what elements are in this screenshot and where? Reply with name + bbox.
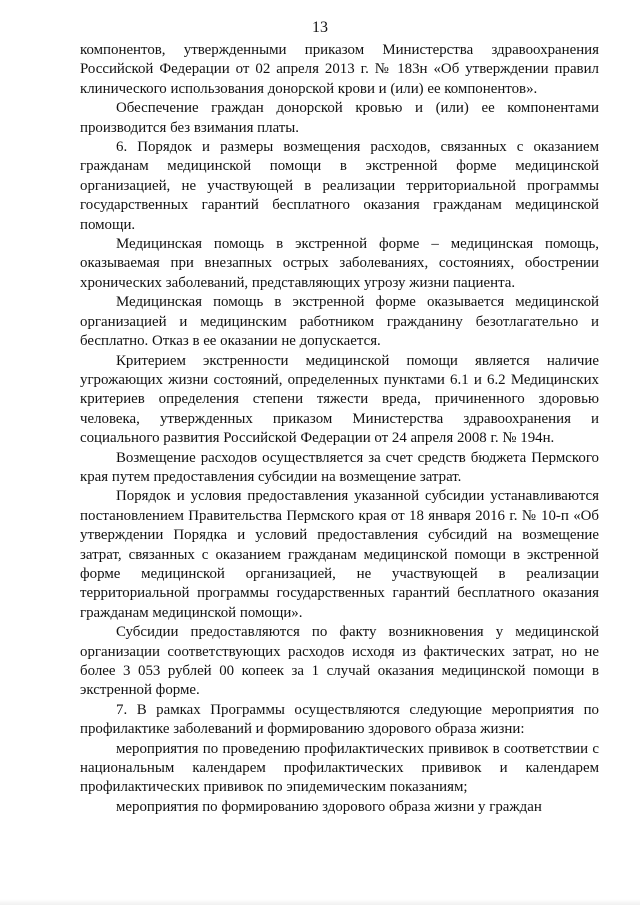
- paragraph-blood-supply: Обеспечение граждан донорской кровью и (или) ее компонентами производится без взимания платы.: [80, 100, 599, 136]
- paragraph-section-6: 6. Порядок и размеры возмещения расходов, связанных с оказанием гражданам медицинской помощи в экстренной форме медицинской организацией, не участвующей в реализации территориальной программы государственных гарантий бесплатного оказания гражданам медицинской помощи.: [80, 139, 599, 233]
- paragraph-subsidy-procedure: Порядок и условия предоставления указанной субсидии устанавливаются постановлением Правительства Пермского края от 18 января 2016 г. № 10-п «Об утверждении Порядка и условий предоставления субсидий на возмещение затрат, связанных с оказанием гражданам медицинской помощи в экстренной форме медицинской организацией, не участвующей в реализации территориальной программы государственных гарантий бесплатного оказания гражданам медицинской помощи».: [80, 488, 599, 621]
- document-body: [80, 41, 599, 817]
- paragraph-section-7: 7. В рамках Программы осуществляются следующие мероприятия по профилактике заболеваний и формированию здорового образа жизни:: [80, 701, 599, 738]
- paragraph-emergency-definition: Медицинская помощь в экстренной форме – медицинская помощь, оказываемая при внезапных острых заболеваниях, состояниях, обострении хронических заболеваний, представляющих угрозу жизни пациента.: [80, 236, 599, 291]
- paragraph-healthy-lifestyle: мероприятия по формированию здорового образа жизни у граждан: [116, 798, 542, 815]
- paragraph-continuation: компонентов, утвержденными приказом Министерства здравоохранения Российской Федерации от 02 апреля 2013 г. № 183н «Об утверждении правил клинического использования донорской крови и (или) ее компонентов».: [80, 42, 599, 97]
- page-number: 13: [312, 19, 328, 36]
- paragraph-emergency-provision: Медицинская помощь в экстренной форме оказывается медицинской организацией и медицинским работником гражданину безотлагательно и бесплатно. Отказ в ее оказании не допускается.: [80, 294, 599, 350]
- paragraph-vaccination: мероприятия по проведению профилактических прививок в соответствии с национальным календарем профилактических прививок и календарем профилактических прививок по эпидемическим показаниям;: [80, 740, 599, 796]
- paragraph-subsidy-limit: Субсидии предоставляются по факту возникновения у медицинской организации соответствующих расходов исходя из фактических затрат, но не более 3 053 рублей 00 копеек за 1 случай оказания медицинской помощи в экстренной форме.: [80, 624, 599, 699]
- scan-bottom-edge: [0, 899, 640, 905]
- paragraph-emergency-criterion: Критерием экстренности медицинской помощи является наличие угрожающих жизни состояний, определенных пунктами 6.1 и 6.2 Медицинских критериев определения степени тяжести вреда, причиненного здоровью человека, утвержденных приказом Министерства здравоохранения и социального развития Российской Федерации от 24 апреля 2008 г. № 194н.: [80, 352, 599, 447]
- paragraph-reimbursement: Возмещение расходов осуществляется за счет средств бюджета Пермского края путем предоставления субсидии на возмещение затрат.: [80, 449, 599, 485]
